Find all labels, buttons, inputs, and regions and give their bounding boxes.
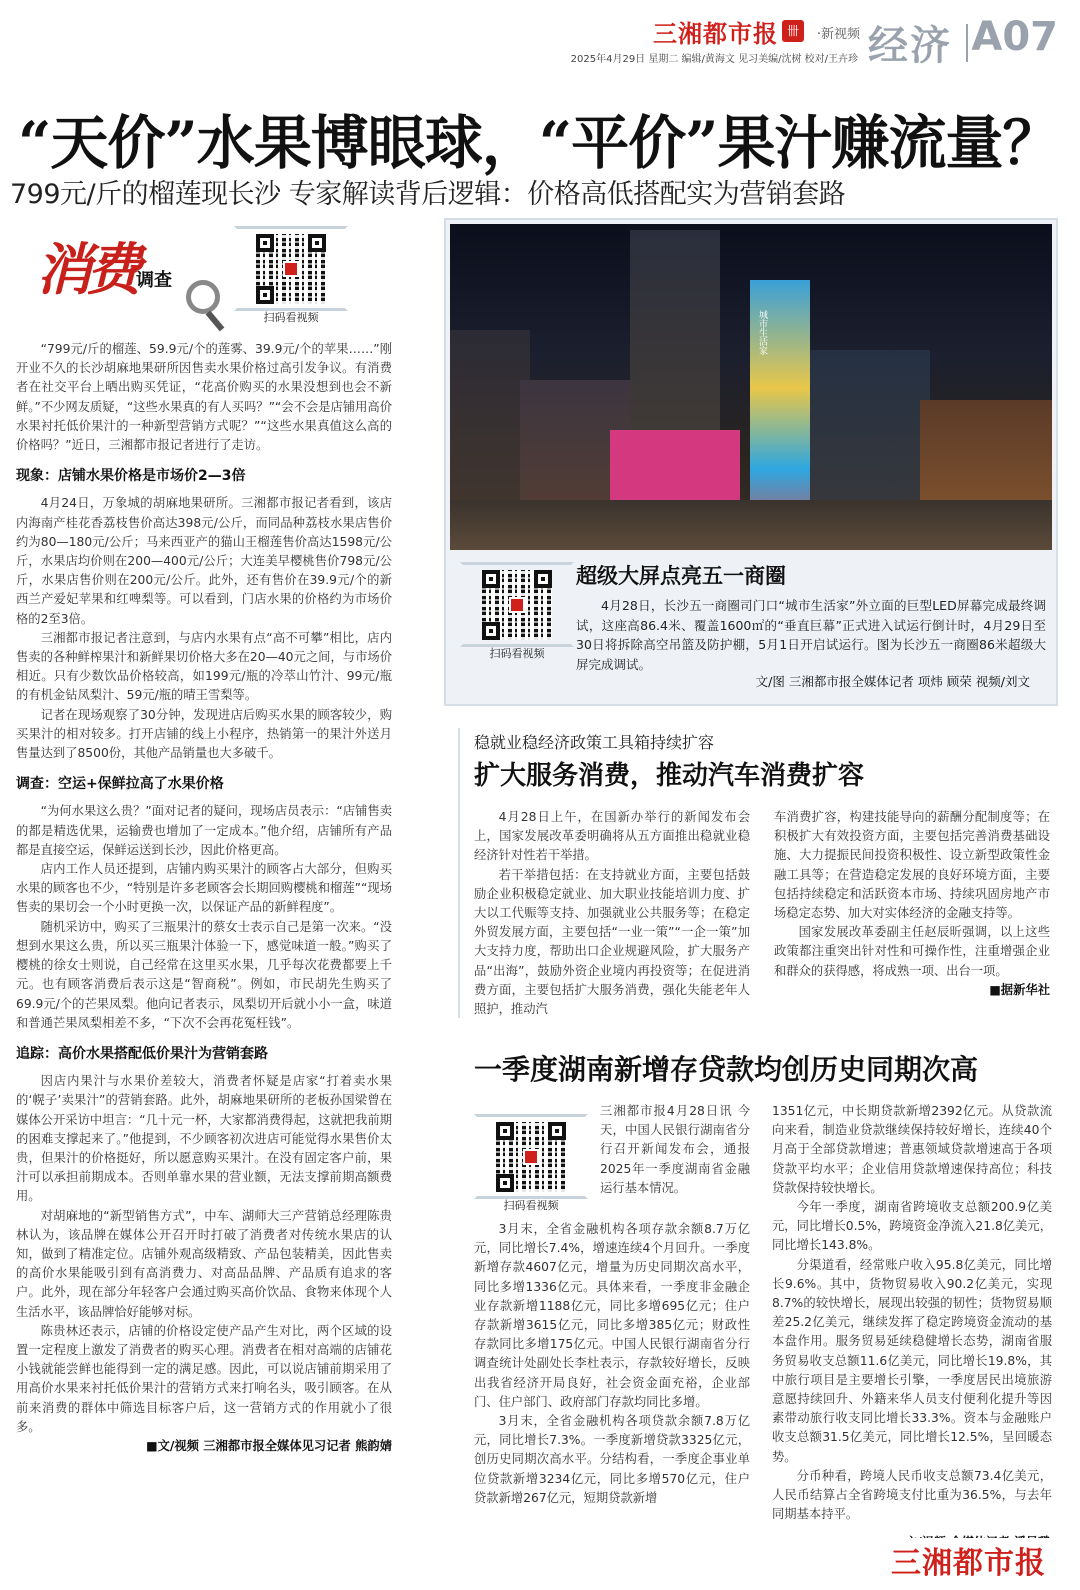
masthead: [0, 10, 1080, 70]
section-heading-1: 现象：店铺水果价格是市场价2—3倍: [16, 468, 246, 485]
article-column-2: [774, 808, 1050, 1019]
paragraph: 分币种看，跨境人民币收支总额73.4亿美元，人民币结算占全省跨境支付比重为36.5%，与去年同期基本持平。: [772, 1468, 1052, 1522]
qr-label: 扫码看视频: [489, 647, 545, 660]
article-column-2: [772, 1102, 1052, 1524]
article-columns: [474, 808, 1060, 1019]
qr-code-icon: [256, 234, 326, 304]
intro-paragraph: “799元/斤的榴莲、59.9元/个的莲雾、39.9元/个的苹果……”刚开业不久的长沙胡麻地果研所因售卖水果价格过高引发争议。有消费者在社交平台上晒出购买凭证，“花高价购买的水果没想到也会不新鲜。”不少网友质疑，“这些水果真的有人买吗？”“会不会是店铺用高价水果衬托低价果汁的一种新型营销方式呢？”“这些水果真值这么高的价格吗？”近日，三湘都市报记者进行了走访。: [16, 342, 392, 453]
magnifier-handle: [206, 311, 225, 332]
article-column-1: [474, 808, 750, 1019]
paragraph: 3月末，全省金融机构各项存款余额8.7万亿元，同比增长7.4%，增速连续4个月回升。一季度新增存款4607亿元，增量为历史同期次高水平，同比多增1336亿元。具体来看，一季度非金融企业存款新增1188亿元，同比多增695亿元；住户存款新增3615亿元，同比多增385亿元；财政性存款同比多增175亿元。中国人民银行湖南省分行调查统计处副处长李杜表示，存款较好增长，反映出我省经济开局良好，社会资金面充裕，企业部门、住户部门、政府部门存款均同比多增。: [474, 1222, 750, 1409]
page-number: A07: [971, 14, 1058, 60]
article-title: 一季度湖南新增存贷款均创历史同期次高: [474, 1053, 979, 1086]
page-headline: “天价”水果博眼球，“平价”果汁赚流量？: [18, 109, 1060, 177]
section-name: 经济: [868, 23, 952, 69]
article-title: 扩大服务消费，推动汽车消费扩容: [474, 761, 865, 791]
finance-article: [474, 1048, 1060, 1522]
paragraph: 店内工作人员还提到，店铺内购买果汁的顾客占大部分，但购买水果的顾客也不少，“特别是许多老顾客会长期回购樱桃和榴莲”“现场售卖的果切会一个小时更换一次，以保证产品的新鲜程度”。: [16, 862, 392, 915]
qr-label: 扫码看视频: [503, 1199, 559, 1212]
left-credit: ■文/视频 三湘都市报全媒体见习记者 熊韵婧: [145, 1438, 392, 1453]
left-article: [16, 222, 392, 1456]
paragraph: 1351亿元，中长期贷款新增2392亿元。从贷款流向来看，制造业贷款继续保持较好增长，连续40个月高于全部贷款增速；普惠领域贷款增速高于各项贷款平均水平；企业信用贷款增速保持高位；科技贷款保持较快增长。: [772, 1104, 1052, 1195]
paragraph: 3月末，全省金融机构各项贷款余额7.8万亿元，同比增长7.3%。一季度新增贷款3325亿元，创历史同期次高水平。分结构看，一季度企事业单位贷款新增3234亿元，同比多增570亿元，住户贷款新增267亿元，短期贷款新增: [474, 1414, 750, 1505]
qr-code-icon: [482, 570, 552, 640]
consumer-survey-logo: [36, 226, 236, 316]
paragraph: 4月24日，万象城的胡麻地果研所。三湘都市报记者看到，该店内海南产桂花香荔枝售价高达398元/公斤，而同品种荔枝水果店售价约为80—180元/公斤；马来西亚产的猫山王榴莲售价高达1598元/公斤，水果店均价则在200—400元/公斤；大连美早樱桃售价798元/公斤，水果店售价则在200元/公斤。此外，还有售价在39.9元/个的新西兰产爱妃苹果和红啤梨等。可以看到，门店水果的价格约为市场价格的2至3倍。: [16, 496, 392, 626]
video-label: ·新视频: [816, 27, 860, 42]
photo-credit: 文/图 三湘都市报全媒体记者 项炜 顾荣 视频/刘文: [755, 674, 1030, 689]
qr-label: 扫码看视频: [263, 311, 319, 324]
photo-caption: 4月28日，长沙五一商圈司门口“城市生活家”外立面的巨型LED屏幕完成最终调试，这座高86.4米、覆盖1600㎡的“垂直巨幕”正式进入试运行倒计时，4月29日至30日将拆除高空吊篮及防护棚，5月1日开启试运行。图为长沙五一商圈86米超级大屏完成调试。: [576, 598, 1046, 672]
issue-meta: 2025年4月29日 星期二 编辑/黄海文 见习美编/沈树 校对/王卉珍: [570, 54, 858, 65]
paragraph: 车消费扩容，构建技能导向的薪酬分配制度等；在积极扩大有效投资方面，主要包括完善消费基础设施、大力提振民间投资积极性、设立新型政策性金融工具等；在营造稳定发展的良好环境方面，主要包括持续稳定和活跃资本市场、持续巩固房地产市场稳定态势、加大对实体经济的金融支持等。: [774, 810, 1050, 921]
footer-newspaper-logo: 三湘都市报: [887, 1538, 1050, 1582]
newspaper-logo: 三湘都市报: [653, 19, 778, 48]
left-body: [16, 340, 392, 1456]
paragraph: 4月28日上午，在国新办举行的新闻发布会上，国家发展改革委明确将从五方面推出稳就业稳经济针对性若干举措。: [474, 810, 750, 863]
paragraph: 对胡麻地的“新型销售方式”，中车、湖师大三产营销总经理陈贵林认为，该品牌在媒体公开召开时打破了消费者对传统水果店的认知，做到了精准定位。店铺外观高级精致、产品包装精美，因此售卖的高价水果能吸引到有高消费力、对高品品牌、产品质有追求的客户。此外，现在部分年轻客户会通过购买高价饮品、食物来体现个人生活水平，该品牌恰好能够对标。: [16, 1208, 392, 1319]
section-heading-3: 追踪：高价水果搭配低价果汁为营销套路: [16, 1045, 268, 1062]
screen-text: 城市生活家: [757, 310, 767, 355]
paragraph: 分渠道看，经常账户收入95.8亿美元，同比增长9.6%。其中，货物贸易收入90.2亿美元，实现8.7%的较快增长，展现出较强的韧性；货物贸易顺差25.2亿美元，继续发挥了稳定跨境资金流动的基本盘作用。服务贸易延续稳健增长态势，湖南省服务贸易收支总额11.6亿美元，同比增长19.8%，其中旅行项目是主要增长引擎，一季度居民出境旅游意愿持续回升、外籍来华人员支付便利化提升等因素带动旅行收支同比增长33.3%。资本与金融账户收支总额31.5亿美元，同比增长12.5%，呈回暖态势。: [772, 1257, 1052, 1464]
paragraph: 若干举措包括：在支持就业方面，主要包括鼓励企业积极稳定就业、加大职业技能培训力度、扩大以工代赈等支持、加强就业公共服务等；在稳定外贸发展方面，主要包括“一业一策”“一企一策”加大支持力度，帮助出口企业规避风险，扩大服务产品“出海”，鼓励外资企业境内再投资等；在促进消费方面，主要包括扩大服务消费，强化失能老年人照护，推动汽: [474, 867, 750, 1017]
paragraph: “为何水果这么贵？”面对记者的疑问，现场店员表示：“店铺售卖的都是精选优果，运输费也增加了一定成本。”他介绍，店铺所有产品都是直接空运，保鲜运送到长沙，因此价格更高。: [16, 804, 392, 857]
qr-code-left[interactable]: [244, 234, 338, 325]
city-night-photo: [450, 224, 1052, 550]
photo-feature: [444, 218, 1058, 706]
section-heading-2: 调查：空运+保鲜拉高了水果价格: [16, 776, 224, 793]
paragraph: 陈贵林还表示，店铺的价格设定使产品产生对比，两个区域的设置一定程度上激发了消费者的购买心理。消费者在相对高端的店铺花小钱就能尝鲜也能得到一定的满足感。因此，可以说店铺前期采用了用高价水果来衬托低价果汁的营销方式来打响名头，吸引顾客。在从前来消费的群体中筛选目标客户后，这一营销方式的作用就小了很多。: [16, 1323, 392, 1434]
qr-code-finance[interactable]: [484, 1122, 578, 1213]
page-subheadline: 799元/斤的榴莲现长沙 专家解读背后逻辑：价格高低搭配实为营销套路: [10, 179, 846, 210]
paragraph: 随机采访中，购买了三瓶果汁的蔡女士表示自己是第一次来。“没想到水果这么贵，所以买三瓶果汁体验一下，感觉味道一般。”购买了樱桃的徐女士则说，自己经常在这里买水果，几乎每次花费都要上千元。也有顾客消费后表示这是“智商税”。例如，市民胡先生购买了69.9元/个的芒果凤梨。他向记者表示，凤梨切开后就小小一盒，味道和普通芒果凤梨相差不多，“下次不会再花冤枉钱”。: [16, 919, 392, 1030]
qr-code-photo[interactable]: [470, 570, 564, 661]
article-lead: 三湘都市报4月28日讯 今天，中国人民银行湖南省分行召开新闻发布会，通报2025年一季度湖南省金融运行基本情况。: [600, 1104, 750, 1195]
policy-article: [474, 730, 1060, 1017]
column-divider: [458, 728, 460, 1018]
paragraph: 因店内果汁与水果价差较大，消费者怀疑是店家“打着卖水果的‘幌子’卖果汁”的营销套路。此外，胡麻地果研所的老板孙国梁曾在媒体公开采访中坦言：“几十元一杯，大家都消费得起，这就把我前期的困难支撑起来了。”他提到，不少顾客初次进店可能觉得水果售价太贵，但果汁的价格挺好，所以愿意购买果汁。在没有固定客户前，果汁可以承担前期成本。否则单靠水果的营业额，无法支撑前期高额费用。: [16, 1074, 392, 1204]
article-source: ■据新华社: [989, 982, 1050, 997]
paragraph: 三湘都市报记者注意到，与店内水果有点“高不可攀”相比，店内售卖的各种鲜榨果汁和新鲜果切价格大多在20—40元之间，与市场价相近。只有少数饮品价格较高，如199元/瓶的冷萃山竹汁、99元/瓶的有机金钻凤梨汁、59元/瓶的晴王雪梨等。: [16, 630, 392, 703]
paragraph: 记者在现场观察了30分钟，发现进店后购买水果的顾客较少，购买果汁的相对较多。打开店铺的线上小程序，热销第一的果汁外送月售量达到了8500份，其他产品销量也大多破千。: [16, 707, 392, 761]
consumer-logo-text: 消费: [36, 237, 136, 303]
article-body: [474, 1220, 750, 1508]
video-badge-icon: 卌: [782, 20, 804, 42]
qr-code-icon: [496, 1122, 566, 1192]
magnifier-icon: [186, 280, 220, 314]
paragraph: 国家发展改革委副主任赵辰昕强调，以上这些政策都注重突出针对性和可操作性，注重增强企业和群众的获得感，将成熟一项、出台一项。: [774, 925, 1050, 978]
masthead-divider: [966, 24, 968, 62]
article-kicker: 稳就业稳经济政策工具箱持续扩容: [474, 733, 715, 752]
survey-tag: 调查: [136, 270, 172, 291]
photo-title: 超级大屏点亮五一商圈: [576, 564, 786, 588]
paragraph: 今年一季度，湖南省跨境收支总额200.9亿美元，同比增长0.5%，跨境资金净流入21.8亿美元，同比增长143.8%。: [772, 1200, 1052, 1253]
